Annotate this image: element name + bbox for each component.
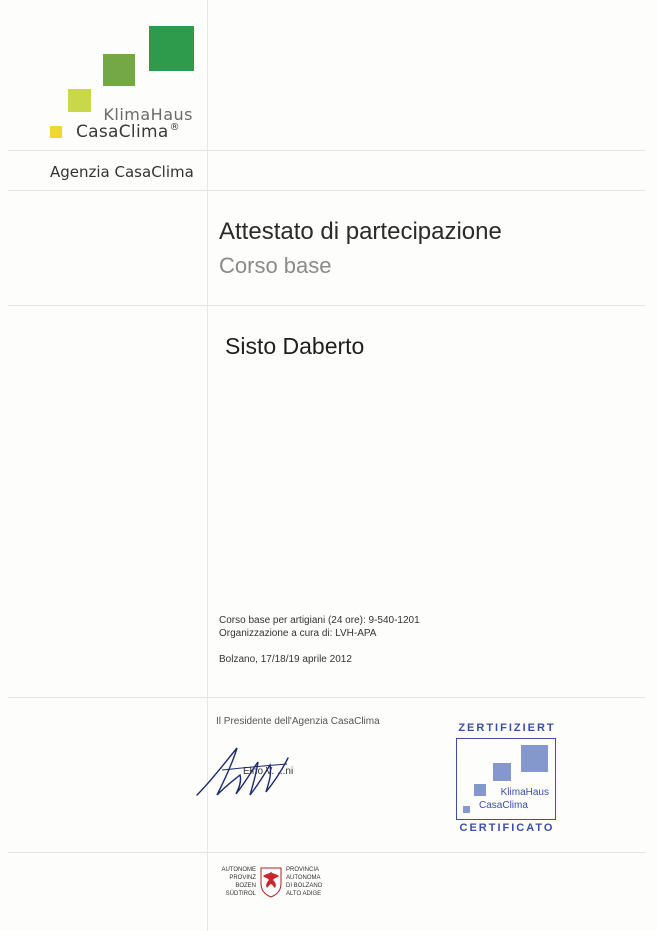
logo-square-light-green bbox=[68, 89, 91, 112]
organizer-info: Organizzazione a cura di: LVH-APA bbox=[219, 628, 377, 639]
place-date: Bolzano, 17/18/19 aprile 2012 bbox=[219, 654, 352, 665]
certificate-subtitle: Corso base bbox=[219, 253, 332, 278]
stamp-square bbox=[521, 745, 548, 772]
province-emblem-block bbox=[214, 866, 334, 902]
certified-stamp bbox=[452, 722, 562, 837]
signatory-role: Il Presidente dell'Agenzia CasaClima bbox=[216, 716, 380, 727]
divider-line bbox=[8, 150, 645, 151]
participant-name: Sisto Daberto bbox=[225, 333, 365, 359]
course-info: Corso base per artigiani (24 ore): 9-540-1201 bbox=[219, 615, 420, 626]
divider-line bbox=[8, 697, 645, 698]
logo-square-mid-green bbox=[103, 54, 135, 86]
logo-brand-it: CasaClima® bbox=[76, 122, 180, 142]
stamp-square bbox=[474, 784, 486, 796]
logo-brand-de: KlimaHaus bbox=[103, 105, 193, 124]
handwritten-signature bbox=[192, 740, 302, 800]
eagle-coat-of-arms-icon bbox=[259, 866, 283, 898]
divider-line bbox=[8, 305, 645, 306]
stamp-square bbox=[463, 806, 470, 813]
province-name-de: AUTONOME PROVINZ BOZEN SÜDTIROL bbox=[221, 867, 256, 897]
certificate-title: Attestato di partecipazione bbox=[219, 218, 502, 245]
logo-square-dark-green bbox=[149, 26, 194, 71]
divider-line bbox=[8, 852, 645, 853]
stamp-box bbox=[456, 738, 556, 820]
agency-name: Agenzia CasaClima bbox=[50, 163, 194, 181]
stamp-brand-it: CasaClima bbox=[479, 800, 528, 811]
signatory-name: Ełno V. ...ni bbox=[243, 766, 294, 777]
stamp-brand-de: KlimaHaus bbox=[500, 787, 549, 798]
divider-line bbox=[8, 190, 645, 191]
province-name-it: PROVINCIA AUTONOMA DI BOLZANO ALTO ADIGE bbox=[286, 867, 323, 897]
logo-square-yellow bbox=[50, 126, 62, 138]
stamp-square bbox=[493, 763, 511, 781]
stamp-top-text: ZERTIFIZIERT bbox=[458, 722, 556, 734]
casaclima-logo bbox=[0, 0, 207, 150]
stamp-bottom-text: CERTIFICATO bbox=[459, 822, 555, 834]
